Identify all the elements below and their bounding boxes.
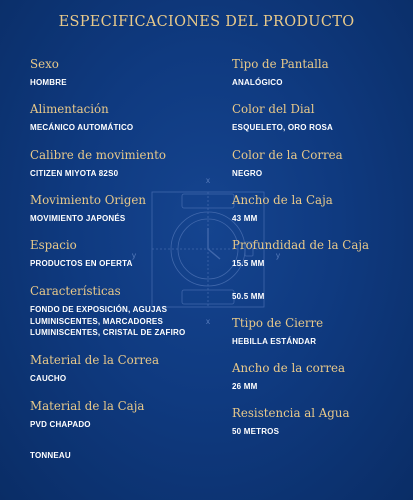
spec-value: CITIZEN MIYOTA 82S0 xyxy=(30,169,119,178)
spec-value: ANALÓGICO xyxy=(232,78,283,87)
spec-ancho-correa xyxy=(232,361,413,393)
spec-label: Material de la Correa xyxy=(30,353,160,367)
spec-label: Color de la Correa xyxy=(232,148,343,162)
spec-profundidad-caja xyxy=(232,238,413,270)
spec-label: Profundidad de la Caja xyxy=(232,238,370,252)
axis-x-top-label: x xyxy=(206,176,210,185)
spec-label: Ancho de la correa xyxy=(232,361,346,375)
spec-label: Resistencia al Agua xyxy=(232,406,350,420)
spec-material-caja xyxy=(30,399,215,431)
spec-value: 50 METROS xyxy=(232,427,280,436)
spec-alimentacion xyxy=(30,102,215,134)
spec-value: HOMBRE xyxy=(30,78,67,87)
spec-label: Color del Dial xyxy=(232,102,315,116)
spec-label: Ttipo de Cierre xyxy=(232,316,324,330)
spec-label: Tipo de Pantalla xyxy=(232,57,329,71)
axis-x-bottom-label: x xyxy=(206,317,210,326)
spec-espacio xyxy=(30,238,215,270)
page-title: ESPECIFICACIONES DEL PRODUCTO xyxy=(58,14,355,30)
axis-y-left-label: y xyxy=(132,251,136,260)
spec-value-50-5mm: 50.5 MM xyxy=(232,292,265,301)
spec-color-correa xyxy=(232,148,413,180)
spec-value: 43 MM xyxy=(232,214,258,223)
spec-value: ESQUELETO, ORO ROSA xyxy=(232,123,333,132)
spec-label: Espacio xyxy=(30,238,77,252)
spec-calibre xyxy=(30,148,215,180)
spec-sexo xyxy=(30,57,215,89)
spec-value: PVD CHAPADO xyxy=(30,420,91,429)
spec-tipo-cierre xyxy=(232,316,413,348)
spec-value: FONDO DE EXPOSICIÓN, AGUJAS LUMINISCENTES, MARCADORES LUMINISCENTES, CRISTAL DE ZAFIRO xyxy=(30,305,186,337)
spec-color-dial xyxy=(232,102,413,134)
spec-value: NEGRO xyxy=(232,169,263,178)
spec-label: Calibre de movimiento xyxy=(30,148,166,162)
spec-value: MECÁNICO AUTOMÁTICO xyxy=(30,123,134,132)
spec-value: HEBILLA ESTÁNDAR xyxy=(232,337,317,346)
spec-label: Alimentación xyxy=(30,102,109,116)
spec-value: PRODUCTOS EN OFERTA xyxy=(30,259,133,268)
spec-value: 26 MM xyxy=(232,382,258,391)
spec-value-tonneau: TONNEAU xyxy=(30,451,71,460)
spec-resistencia-agua xyxy=(232,406,413,438)
spec-label: Movimiento Origen xyxy=(30,193,146,207)
spec-value: 15.5 MM xyxy=(232,259,265,268)
spec-tipo-pantalla xyxy=(232,57,413,89)
axis-y-right-label: y xyxy=(276,251,280,260)
spec-label: Ancho de la Caja xyxy=(232,193,333,207)
spec-ancho-caja xyxy=(232,193,413,225)
spec-material-correa xyxy=(30,353,215,385)
spec-caracteristicas xyxy=(30,284,215,339)
spec-label: Material de la Caja xyxy=(30,399,145,413)
spec-value: MOVIMIENTO JAPONÉS xyxy=(30,214,126,223)
spec-value: CAUCHO xyxy=(30,374,67,383)
spec-label: Características xyxy=(30,284,121,298)
spec-movimiento-origen xyxy=(30,193,215,225)
spec-label: Sexo xyxy=(30,57,59,71)
